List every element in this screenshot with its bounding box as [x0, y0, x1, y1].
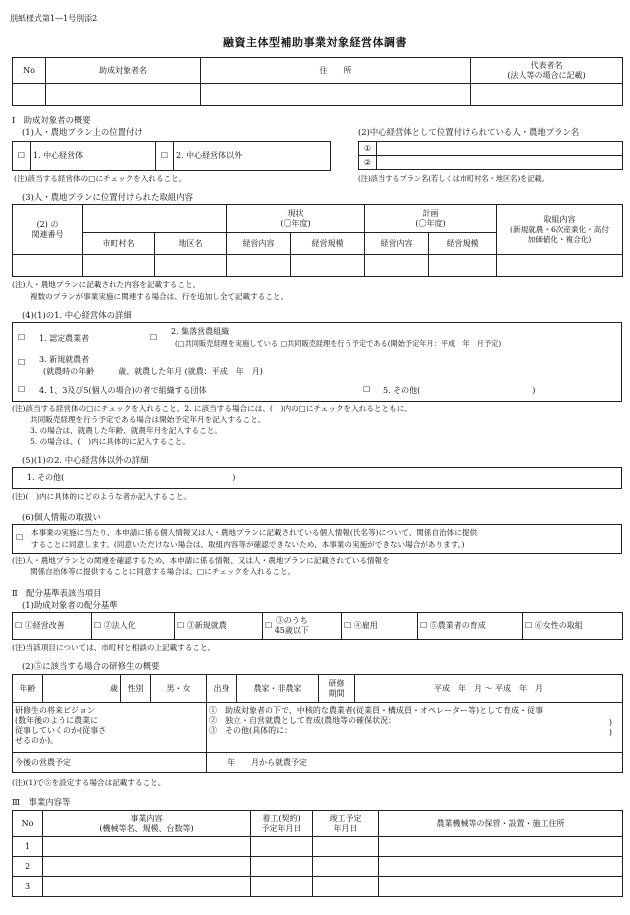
- section-3-heading: Ⅲ 事業内容等: [12, 797, 71, 807]
- p-start: 着工(契約) 予定年月日: [251, 811, 313, 837]
- s2-note1: (注)当該項目については、市町村と相談の上記載すること。: [12, 643, 216, 652]
- s1-sub2: (2)中心経営体として位置付けられている人・農地プラン名: [358, 127, 580, 137]
- vision-option-2: ② 独立・自営就農として育成(農地等の確保状況：: [209, 716, 397, 725]
- t3-value[interactable]: [83, 255, 155, 277]
- p-no: No: [13, 811, 43, 837]
- rep-sub-label: (法人等の場合に記載): [507, 70, 586, 80]
- p-content-sub: (機械等名、規模、台数等): [99, 823, 194, 833]
- t3-plan-scale: 経営規模: [429, 233, 497, 255]
- t3-current: [227, 205, 365, 233]
- criteria-item[interactable]: [263, 613, 342, 640]
- row-cell[interactable]: [43, 877, 251, 897]
- s1-note1: (注)該当する経営体の□にチェックを入れること。: [14, 174, 187, 183]
- non-core-box: [12, 467, 622, 489]
- t3-cur-scale: 経営規模: [291, 233, 365, 255]
- t3-value[interactable]: [155, 255, 227, 277]
- opt-community-sub: (□共同販売経理を実施している □共同販売経理を行う予定である(開始予定年月：平成 年 月予定): [175, 339, 502, 348]
- vision-options[interactable]: [207, 703, 623, 753]
- criteria-item[interactable]: [175, 613, 263, 640]
- checkbox-community[interactable]: ☐: [150, 333, 158, 342]
- opt-non-core: 2. 中心経営体以外: [174, 142, 331, 171]
- page-title: 融資主体型補助事業対象経営体調書: [223, 36, 407, 49]
- p-place: 農業機械等の保管・設置・施工住所: [379, 811, 623, 837]
- row-number: 2: [13, 857, 43, 877]
- criteria-item[interactable]: [342, 613, 418, 640]
- s1-note4-line1: (注)該当する経営体の□にチェックを入れること。2. に該当する場合には、( )内の□にチェックを入れるとともに、: [12, 404, 412, 413]
- s1-note5: (注)( )内に具体的にどのような者か記入すること。: [12, 492, 191, 501]
- header-address: 住 所: [201, 58, 471, 84]
- criteria-table: [12, 612, 623, 640]
- project-table: [12, 810, 623, 897]
- p-content: [43, 811, 251, 837]
- s1-note3a: (注)人・農地プランに記載された内容を記載すること。: [12, 280, 201, 289]
- opt-new-farmer: 3. 新規就農者: [39, 355, 90, 364]
- row-cell[interactable]: [379, 837, 623, 857]
- criteria-label: ④雇用: [353, 621, 378, 630]
- header-table: [12, 57, 623, 106]
- criteria-label: ③のうち 45歳以下: [274, 616, 309, 635]
- sex-label: 性別: [121, 675, 151, 703]
- opt-other: 5. その他( ): [383, 386, 536, 395]
- plan-name-table: [358, 141, 623, 170]
- header-rep: [471, 58, 623, 84]
- plan-name-2[interactable]: [377, 156, 623, 170]
- period-value[interactable]: 平成 年 月 〜 平成 年 月: [355, 675, 623, 703]
- vision-option-3: ③ その他(具体的に：: [209, 726, 293, 735]
- criteria-checkbox[interactable]: ☐: [420, 621, 428, 630]
- origin-label: 出身: [207, 675, 237, 703]
- t3-plan: [365, 205, 497, 233]
- core-detail-box: [12, 322, 622, 402]
- criteria-label: ①経営改善: [24, 621, 65, 630]
- s1-note6b: 関係自治体等に提供することに同意する場合は、□にチェックを入れること。: [30, 567, 296, 576]
- close-paren: ): [608, 718, 612, 727]
- opt-certified: 1. 認定農業者: [39, 334, 90, 343]
- position-table: [12, 141, 331, 171]
- header-rep-value[interactable]: [471, 84, 623, 106]
- t3-value[interactable]: [291, 255, 365, 277]
- criteria-label: ⑥女性の取組: [534, 621, 583, 630]
- header-target-name-value[interactable]: [46, 84, 201, 106]
- sex-value[interactable]: 男・女: [151, 675, 207, 703]
- criteria-checkbox[interactable]: ☐: [177, 621, 185, 630]
- s1-note4-line3: 3. の場合は、就農した年齢、就農年月を記入すること。: [30, 426, 222, 435]
- t3-area: 地区名: [155, 233, 227, 255]
- criteria-label: ③新規就農: [186, 621, 227, 630]
- t3-content-sub: (新規就農・6次産業化・高付 加価値化・複合化): [510, 225, 609, 244]
- t3-content: [497, 205, 623, 255]
- checkbox-privacy-consent[interactable]: ☐: [16, 533, 24, 542]
- t3-value[interactable]: [365, 255, 429, 277]
- s1-sub6: (6)個人情報の取扱い: [22, 512, 101, 522]
- t3-current-label: 現状: [287, 208, 304, 218]
- s1-sub1: (1)人・農地プラン上の位置付け: [22, 127, 143, 137]
- criteria-label: ⑤農業者の育成: [429, 621, 486, 630]
- criteria-item[interactable]: [523, 613, 623, 640]
- opt-community: 2. 集落営農組織: [171, 327, 230, 336]
- header-address-value[interactable]: [201, 84, 471, 106]
- checkbox-group[interactable]: ☐: [18, 385, 26, 394]
- row-cell[interactable]: [251, 877, 313, 897]
- t3-value[interactable]: [497, 255, 623, 277]
- future-value[interactable]: 年 月から就農予定: [207, 753, 623, 773]
- s1-sub3: (3)人・農地プランに位置付けられた取組内容: [22, 192, 193, 202]
- s1-note6a: (注)人・農地プランとの関連を確認するため、本申請に係る情報、又は人・農地プランに記載されている情報を: [12, 556, 390, 565]
- t3-plan-year: (〇年度): [415, 218, 446, 228]
- plan-circ-2: ②: [359, 156, 377, 170]
- opt-new-farmer-sub: (就農時の年齢 歳、就農した年月 (就農：平成 年 月): [43, 367, 263, 376]
- s2-sub1: (1)助成対象者の配分基準: [22, 600, 118, 610]
- row-cell[interactable]: [313, 877, 379, 897]
- opt-core: 1. 中心経営体: [31, 142, 156, 171]
- row-cell[interactable]: [313, 837, 379, 857]
- criteria-item[interactable]: [13, 613, 92, 640]
- period-label: 研修 期間: [319, 675, 355, 703]
- criteria-checkbox[interactable]: ☐: [344, 621, 352, 630]
- privacy-box: [12, 524, 622, 554]
- checkbox-non-core[interactable]: ☐: [156, 142, 174, 171]
- s1-sub4: (4)(1)の1. 中心経営体の詳細: [22, 310, 132, 320]
- origin-value[interactable]: 農家・非農家: [237, 675, 319, 703]
- privacy-text-1: 本事業の実施に当たり、本申請に係る個人情報又は人・農地プランに記載されている個人情報(氏名等)について、関係自治体に提供: [31, 528, 478, 537]
- s1-note4-line2: 共同販売経理を行う予定である場合は開始予定年月を記入すること。: [30, 415, 266, 424]
- privacy-text-2: することに同意します。(同意いただけない場合は、取組内容等が確認できないため、本事業の実施ができない場合があります。): [31, 540, 465, 549]
- s2-sub2: (2)⑤に該当する場合の研修生の概要: [22, 661, 160, 671]
- row-cell[interactable]: [379, 877, 623, 897]
- future-label: 今後の営農予定: [13, 753, 207, 773]
- row-cell[interactable]: [251, 857, 313, 877]
- checkbox-new-farmer[interactable]: ☐: [18, 358, 26, 367]
- opt-group: 4. 1、3及び5(個人の場合)の者で組織する団体: [39, 386, 207, 395]
- criteria-label: ②法人化: [103, 621, 136, 630]
- plan-circ-1: ①: [359, 142, 377, 156]
- t3-related: (2) の 関連番号: [13, 205, 83, 255]
- row-cell[interactable]: [43, 857, 251, 877]
- s1-sub5: (5)(1)の2. 中心経営体以外の詳細: [22, 455, 149, 465]
- criteria-checkbox[interactable]: ☐: [94, 621, 102, 630]
- criteria-item[interactable]: [418, 613, 523, 640]
- row-number: 3: [13, 877, 43, 897]
- rep-label: 代表者名: [530, 60, 563, 70]
- p-content-label: 事業内容: [130, 813, 163, 823]
- vision-label: 研修生の将来ビジョン (数年後のように農業に 従事していくのか(従事さ せるのか)。: [13, 703, 207, 753]
- t3-value[interactable]: [429, 255, 497, 277]
- section-2-heading: Ⅱ 配分基準表該当項目: [12, 588, 102, 598]
- checkbox-certified[interactable]: ☐: [18, 333, 26, 342]
- close-paren: ): [608, 728, 612, 737]
- criteria-checkbox[interactable]: ☐: [265, 621, 273, 630]
- opt-non-core-other[interactable]: 1. その他( ): [27, 473, 236, 482]
- header-no-value[interactable]: [13, 84, 46, 106]
- s1-note2: (注)該当するプラン名(若しくは市町村名・地区名)を記載。: [358, 174, 549, 183]
- criteria-checkbox[interactable]: ☐: [525, 621, 533, 630]
- s1-note4-line4: 5. の場合は、( )内に具体的に記入すること。: [30, 437, 190, 446]
- trainee-table: [12, 674, 623, 773]
- checkbox-core[interactable]: ☐: [13, 142, 31, 171]
- row-cell[interactable]: [313, 857, 379, 877]
- row-cell[interactable]: [43, 837, 251, 857]
- row-cell[interactable]: [251, 837, 313, 857]
- header-target-name: 助成対象者名: [46, 58, 201, 84]
- p-finish: 竣工予定 年月日: [313, 811, 379, 837]
- form-code: 別紙様式第1―1号別添2: [10, 14, 98, 23]
- header-no: No: [13, 58, 46, 84]
- criteria-checkbox[interactable]: ☐: [15, 621, 23, 630]
- row-cell[interactable]: [379, 857, 623, 877]
- row-number: 1: [13, 837, 43, 857]
- s1-note3b: 複数のプランが事業実施に関連する場合は、行を追加し全て記載すること。: [30, 292, 289, 301]
- section-1-heading: Ⅰ 助成対象者の概要: [12, 115, 91, 125]
- age-value[interactable]: 歳: [43, 675, 121, 703]
- vision-option-1: ① 助成対象者の下で、中核的な農業者(従業員・構成員・オペレーター等)として育成・従事: [209, 706, 544, 715]
- t3-cur-content: 経営内容: [227, 233, 291, 255]
- t3-value[interactable]: [227, 255, 291, 277]
- t3-current-year: (〇年度): [280, 218, 311, 228]
- initiative-table: [12, 204, 623, 277]
- s2-note2: (注)(1)で⑤を設定する場合は記載すること。: [12, 778, 166, 787]
- plan-name-1[interactable]: [377, 142, 623, 156]
- t3-value[interactable]: [13, 255, 83, 277]
- criteria-item[interactable]: [92, 613, 175, 640]
- t3-content-label: 取組内容: [543, 215, 576, 225]
- t3-muni: 市町村名: [83, 233, 155, 255]
- t3-plan-content: 経営内容: [365, 233, 429, 255]
- checkbox-other[interactable]: ☐: [363, 385, 371, 394]
- age-label: 年齢: [13, 675, 43, 703]
- t3-plan-label: 計画: [422, 208, 439, 218]
